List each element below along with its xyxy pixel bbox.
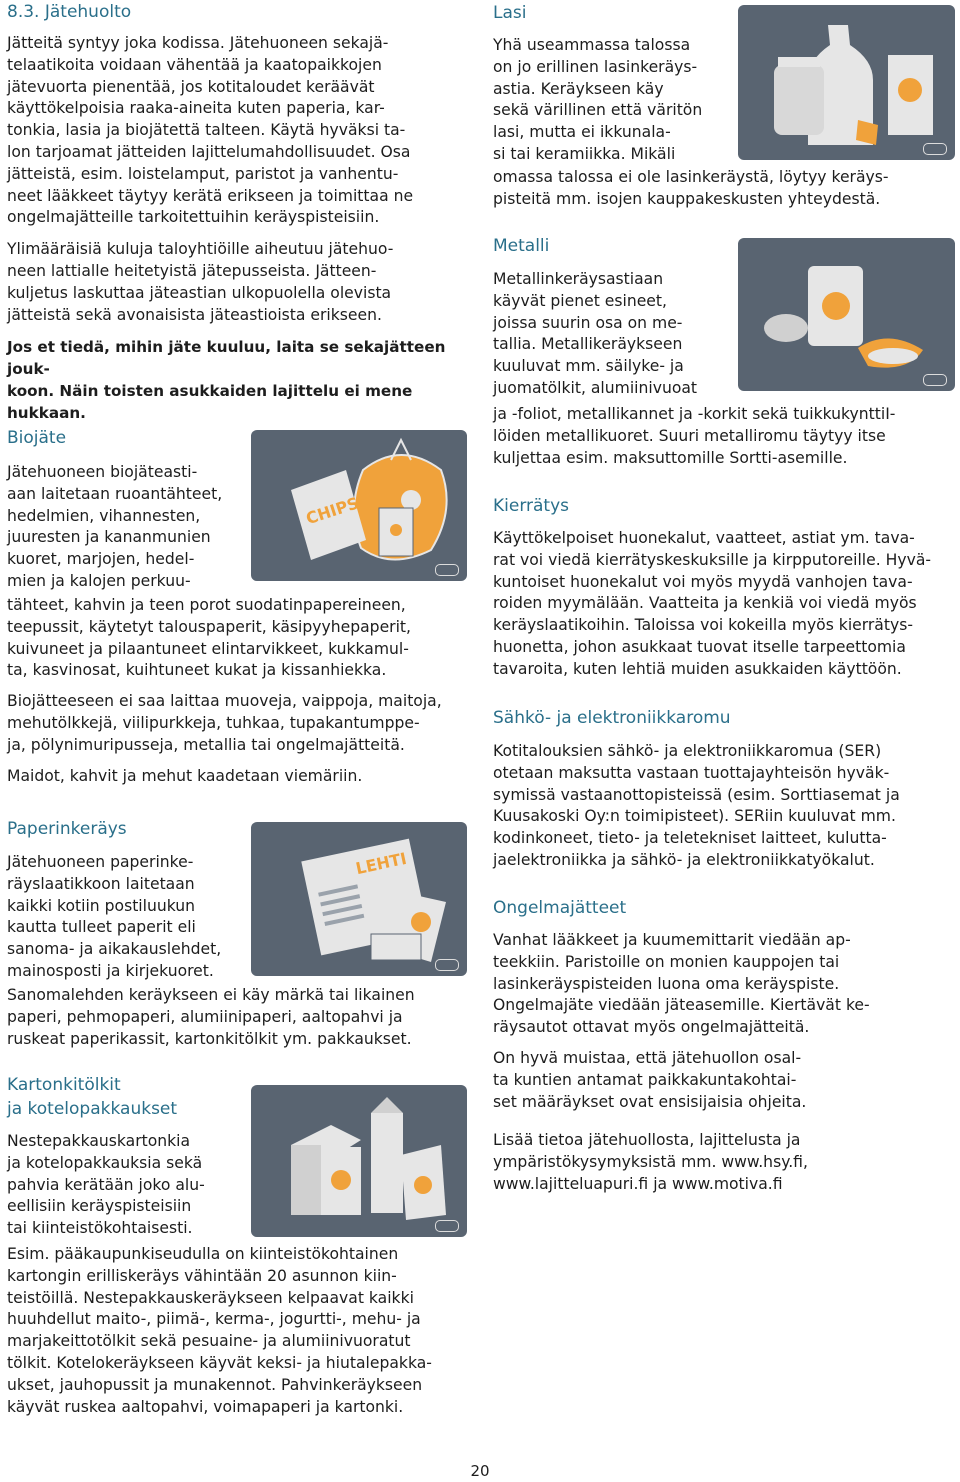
brand-logo-icon (923, 374, 947, 386)
glass-jars-illustration (738, 5, 955, 160)
lehti-label: LEHTI (354, 848, 409, 879)
kartonki-heading: Kartonkitölkit ja kotelopakkaukset (7, 1075, 178, 1119)
brand-logo-icon (923, 143, 947, 155)
cartons-illustration (251, 1085, 467, 1237)
biojate-paragraph-1a: Jätehuoneen biojäteasti- aan laitetaan ruoantähteet, hedelmien, vihannesten, juuresten ja kananmunien kuoret, marjojen, hedel- mien ja kalojen perkuu- (7, 463, 223, 590)
biojate-paragraph-1b: tähteet, kahvin ja teen porot suodatinpapereineen, teepussit, käytetyt talouspaperit, käsipyyhepaperit, kuivuneet ja pilaantuneet elintarvikkeet, kukkamul- ta, kasvinosat, kuihtuneet kukat ja kissanhiekka. (7, 596, 411, 680)
paperi-paragraph-1b: Sanomalehden keräykseen ei käy märkä tai likainen paperi, pehmopaperi, alumiinipaperi, aaltopahvi ja ruskeat paperikassit, kartonkitölkit ym. pakkaukset. (7, 986, 415, 1048)
lasi-paragraph-1a: Yhä useammassa talossa on jo erillinen lasinkeräys- astia. Keräykseen käy sekä värillinen että väritön lasi, mutta ei ikkunala- si tai keramiikka. Mikäli (493, 36, 703, 163)
ongelma-paragraph-1: Vanhat lääkkeet ja kuumemittarit viedään ap- teekkiin. Paristoille on monien kauppojen tai lasinkeräyspisteiden luona oma keräyspiste. Ongelmajäte viedään jäteasemille. Kiertävät ke- räysautot ottavat myös ongelmajätteitä. (493, 931, 870, 1037)
paperi-heading: Paperinkeräys (7, 819, 127, 839)
biowaste-bags-illustration (251, 430, 467, 581)
lasi-paragraph-1b: omassa talossa ei ole lasinkeräystä, löytyy keräys- pisteitä mm. isojen kauppakeskusten yhteydestä. (493, 168, 889, 208)
biojate-paragraph-2: Biojätteeseen ei saa laittaa muoveja, vaippoja, maitoja, mehutölkkejä, viilipurkkeja, tuhkaa, tupakantumppe- ja, pölynimuripusseja, metallia tai ongelmajätteitä. (7, 692, 442, 754)
kierratys-paragraph: Käyttökelpoiset huonekalut, vaatteet, astiat ym. tava- rat voi viedä kierrätyskeskuksille ja kirpputoreille. Hyvä- kuntoiset huonekalut voi myös myydä vanhojen tava- roiden myymälään. Vaatteita ja kenkiä voi viedä myös keräyslaatikoihin. Taloissa voi kokeilla myös kierrätys- huonetta, johon asukkaat tuovat itselle tarpeettomia tavaroita, kuten lehtiä muiden asukkaiden käyttöön. (493, 529, 932, 678)
biojate-paragraph-3: Maidot, kahvit ja mehut kaadetaan viemäriin. (7, 766, 363, 785)
ongelma-heading: Ongelmajätteet (493, 898, 627, 918)
intro-paragraph-2: Ylimääräisiä kuluja taloyhtiöille aiheutuu jätehuo- neen lattialle heitetyistä jätepusseista. Jätteen- kuljetus laskuttaa jäteastian ulkopuolella olevista jätteistä sekä avonaisista jäteastioista erikseen. (7, 240, 394, 324)
intro-paragraph-1: Jätteitä syntyy joka kodissa. Jätehuoneen sekajä- telaatikoita voidaan vähentää ja kaatopaikkojen jätevuorta pienentää, jos kotitaloudet keräävät käyttökelpoisia raaka-aineita kuten paperia, kar- tonkia, lasia ja biojätettä talteen. Käytä hyväksi ta- lon tarjoamat jätteiden lajittelumahdollisuudet. Osa jätteistä, esim. loistelamput, paristot ja vanhentu- neet lääkkeet täytyy kerätä erikseen ja toimittaa ne ongelmajätteille tarkoitettuihin keräyspisteisiin. (7, 34, 414, 227)
biojate-image (251, 430, 467, 581)
kierratys-heading: Kierrätys (493, 496, 570, 516)
metalli-paragraph-1b: ja -foliot, metallikannet ja -korkit sekä tuikkukynttiI- löiden metallikuoret. Suuri metalliromu täytyy itse kuljettaa esim. maksuttomille Sortti-asemille. (493, 405, 896, 467)
chips-label: CHIPS (303, 493, 362, 529)
brand-logo-icon (435, 959, 459, 971)
more-info-paragraph: Lisää tietoa jätehuollosta, lajittelusta ja ympäristökysymyksistä mm. www.hsy.fi, www.lajitteluapuri.fi ja www.motiva.fi (493, 1131, 808, 1193)
brand-logo-icon (435, 1220, 459, 1232)
paperi-paragraph-1a: Jätehuoneen paperinke- räyslaatikkoon laitetaan kaikki kotiin postiluukun kautta tulleet paperit eli sanoma- ja aikakauslehdet, mainosposti ja kirjekuoret. (7, 853, 222, 980)
sahko-heading: Sähkö- ja elektroniikkaromu (493, 708, 731, 728)
metalli-paragraph-1a: Metallinkeräysastiaan käyvät pienet esineet, joissa suurin osa on me- tallia. Metallikeräykseen kuuluvat mm. säilyke- ja juomatölkit, alumiinivuoat (493, 270, 698, 397)
newspaper-illustration (251, 822, 467, 976)
kartonki-paragraph-1a: Nestepakkauskartonkia ja kotelopakkauksia sekä pahvia kerätään joko alu- eellisiin keräyspisteisiin tai kiinteistökohtaisesti. (7, 1132, 205, 1238)
sahko-paragraph: Kotitalouksien sähkö- ja elektroniikkaromua (SER) otetaan maksutta vastaan tuottajayhteisön hyväk- symissä vastaanottopisteissä (esim. Sorttiasemat ja Kuusakoski Oy:n toimipisteet). SERiin kuuluvat mm. kodinkoneet, tieto- ja teletekniset laitteet, kulutta- jaelektroniikka ja sähkö- ja elektroniikkatyökalut. (493, 742, 900, 869)
lasi-image (738, 5, 955, 160)
intro-paragraph-bold: Jos et tiedä, mihin jäte kuuluu, laita se sekajätteen jouk- koon. Näin toisten asukkaiden lajittelu ei mene hukkaan. (7, 338, 446, 422)
kartonki-image (251, 1085, 467, 1237)
paperi-image (251, 822, 467, 976)
brand-logo-icon (435, 564, 459, 576)
biojate-heading: Biojäte (7, 428, 67, 448)
section-title: 8.3. Jätehuolto (7, 2, 132, 22)
lasi-heading: Lasi (493, 3, 527, 23)
metalli-heading: Metalli (493, 236, 550, 256)
metalli-image (738, 238, 955, 391)
kartonki-paragraph-1b: Esim. pääkaupunkiseudulla on kiinteistökohtainen kartongin erilliskeräys vähintään 20 asunnon kiin- teistöillä. Nestepakkauskeräykseen kelpaavat kaikki huuhdellut maito-, piimä-, kerma-, jogurtti-, mehu- ja marjakeittotölkit sekä pesuaine- ja alumiinivuoratut tölkit. Kotelokeräykseen käyvät keksi- ja hiutalepakka- ukset, jauhopussit ja munakennot. Pahvinkeräykseen käyvät ruskea aaltopahvi, voimapaperi ja kartonki. (7, 1245, 432, 1416)
page-number: 20 (470, 1462, 490, 1480)
metal-cans-illustration (738, 238, 955, 391)
ongelma-paragraph-2: On hyvä muistaa, että jätehuollon osal- ta kuntien antamat paikkakuntakohtai- set määräykset ovat ensisijaisia ohjeita. (493, 1048, 807, 1111)
